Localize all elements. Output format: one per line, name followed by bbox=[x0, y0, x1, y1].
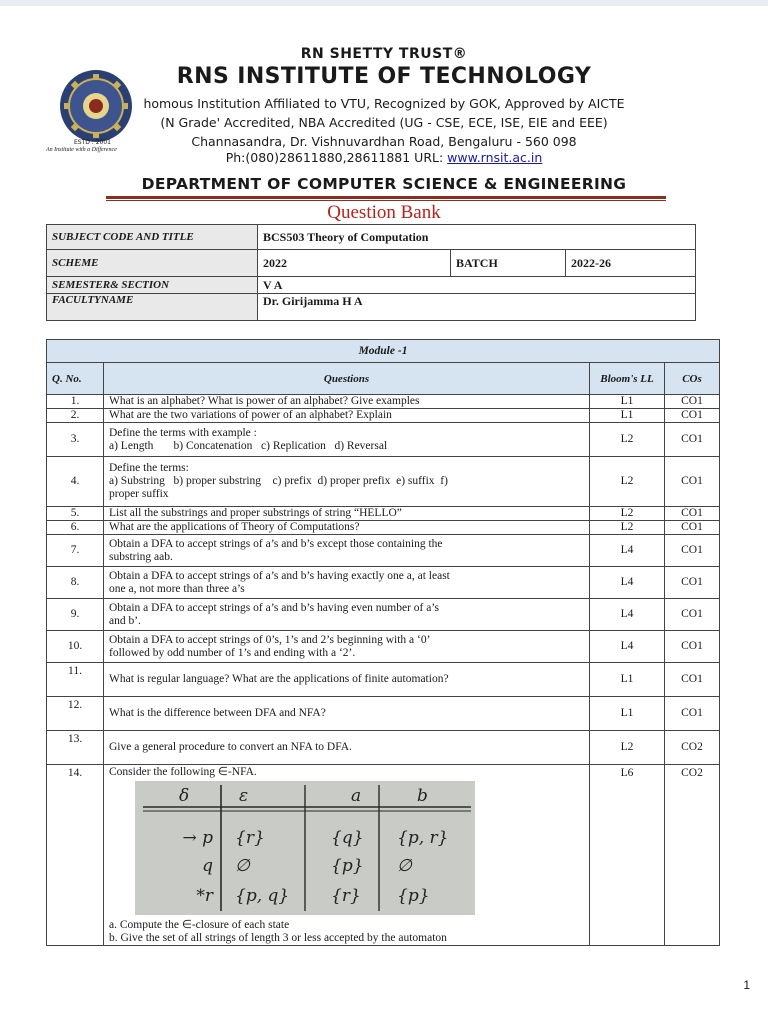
motto-text: An Institute with a Difference bbox=[46, 147, 117, 153]
table-row bbox=[47, 663, 720, 697]
bloom-level: L2 bbox=[590, 731, 665, 765]
nfa-cell: *r bbox=[196, 886, 213, 906]
course-outcome: CO1 bbox=[665, 423, 720, 457]
question-text bbox=[104, 631, 590, 663]
bloom-level: L6 bbox=[590, 765, 665, 946]
institute-logo-icon bbox=[58, 68, 134, 144]
question-line: b. Give the set of all strings of length 3 or less accepted by the automaton bbox=[109, 932, 447, 944]
course-outcome: CO1 bbox=[665, 535, 720, 567]
question-number: 11. bbox=[47, 663, 104, 697]
bloom-level: L2 bbox=[590, 521, 665, 535]
semester-value: V A bbox=[258, 277, 696, 294]
question-text: What is an alphabet? What is power of an alphabet? Give examples bbox=[104, 395, 590, 409]
faculty-value: Dr. Girijamma H A bbox=[258, 294, 696, 321]
divider-thick bbox=[106, 196, 666, 199]
nfa-cell: {q} bbox=[331, 828, 364, 848]
phone-text: Ph:(080)28611880,28611881 URL: bbox=[225, 150, 448, 165]
table-row bbox=[47, 507, 720, 521]
question-number: 13. bbox=[47, 731, 104, 765]
nfa-cell: q bbox=[202, 856, 213, 876]
table-row bbox=[47, 765, 720, 946]
department-title: DEPARTMENT OF COMPUTER SCIENCE & ENGINEERING bbox=[141, 175, 627, 193]
question-line: a. Compute the ∈-closure of each state bbox=[109, 919, 290, 931]
course-outcome: CO1 bbox=[665, 697, 720, 731]
question-line: a) Length b) Concatenation c) Replication d) Reversal bbox=[109, 439, 388, 452]
module-question-table bbox=[46, 339, 720, 946]
course-outcome: CO2 bbox=[665, 731, 720, 765]
course-outcome: CO1 bbox=[665, 409, 720, 423]
website-link[interactable]: www.rnsit.ac.in bbox=[447, 150, 543, 165]
question-text: What are the two variations of power of an alphabet? Explain bbox=[104, 409, 590, 423]
bloom-level: L2 bbox=[590, 507, 665, 521]
question-line: substring aab. bbox=[109, 550, 173, 563]
bloom-level: L4 bbox=[590, 567, 665, 599]
course-outcome: CO1 bbox=[665, 631, 720, 663]
table-row bbox=[47, 697, 720, 731]
institute-name: RNS INSTITUTE OF TECHNOLOGY bbox=[176, 64, 592, 89]
batch-value: 2022-26 bbox=[566, 250, 696, 277]
course-outcome: CO1 bbox=[665, 567, 720, 599]
course-outcome: CO1 bbox=[665, 457, 720, 507]
institute-affiliation: homous Institution Affiliated to VTU, Recognized by GOK, Approved by AICTE bbox=[143, 96, 625, 111]
question-line: and b’. bbox=[109, 614, 141, 627]
question-line: proper suffix bbox=[109, 488, 169, 500]
bloom-level: L4 bbox=[590, 599, 665, 631]
table-row bbox=[47, 599, 720, 631]
nfa-transition-table-image bbox=[135, 781, 475, 915]
bloom-level: L2 bbox=[590, 423, 665, 457]
nfa-cell: {p, q} bbox=[235, 886, 290, 906]
nfa-cell: ∅ bbox=[397, 856, 412, 876]
question-number: 9. bbox=[47, 599, 104, 631]
module-title: Module -1 bbox=[47, 340, 720, 363]
question-number: 3. bbox=[47, 423, 104, 457]
table-row bbox=[47, 395, 720, 409]
table-row bbox=[47, 457, 720, 507]
table-row bbox=[47, 731, 720, 765]
course-outcome: CO1 bbox=[665, 395, 720, 409]
table-row bbox=[47, 631, 720, 663]
document-title: Question Bank bbox=[327, 202, 441, 223]
nfa-cell: {r} bbox=[235, 828, 265, 848]
question-text bbox=[104, 535, 590, 567]
question-text: List all the substrings and proper substrings of string “HELLO” bbox=[104, 507, 590, 521]
nfa-cell: a bbox=[351, 786, 362, 806]
question-line: Obtain a DFA to accept strings of 0’s, 1’s and 2’s beginning with a ‘0’ bbox=[109, 633, 431, 646]
bloom-level: L2 bbox=[590, 457, 665, 507]
question-text bbox=[104, 457, 590, 507]
question-number: 12. bbox=[47, 697, 104, 731]
table-row bbox=[47, 521, 720, 535]
nfa-cell: → p bbox=[182, 828, 213, 848]
bloom-level: L4 bbox=[590, 535, 665, 567]
question-line: Obtain a DFA to accept strings of a’s and b’s having exactly one a, at least bbox=[109, 569, 450, 582]
question-text: Give a general procedure to convert an NFA to DFA. bbox=[104, 731, 590, 765]
question-line: a) Substring b) proper substring c) prefix d) proper prefix e) suffix f) bbox=[109, 475, 448, 487]
bloom-level: L1 bbox=[590, 409, 665, 423]
course-outcome: CO1 bbox=[665, 521, 720, 535]
question-line: Obtain a DFA to accept strings of a’s and b’s except those containing the bbox=[109, 537, 443, 550]
nfa-cell: {p} bbox=[397, 886, 430, 906]
nfa-cell: b bbox=[417, 786, 428, 806]
institute-address: Channasandra, Dr. Vishnuvardhan Road, Bengaluru - 560 098 bbox=[191, 134, 577, 149]
question-number: 6. bbox=[47, 521, 104, 535]
question-text: What is the difference between DFA and NFA? bbox=[104, 697, 590, 731]
question-text: What are the applications of Theory of Computations? bbox=[104, 521, 590, 535]
nfa-cell: δ bbox=[179, 786, 190, 806]
question-number: 14. bbox=[47, 765, 104, 946]
question-text bbox=[104, 567, 590, 599]
nfa-cell: ε bbox=[239, 786, 249, 806]
bloom-level: L1 bbox=[590, 663, 665, 697]
question-text: What is regular language? What are the applications of finite automation? bbox=[104, 663, 590, 697]
subject-value: BCS503 Theory of Computation bbox=[258, 225, 696, 250]
table-row bbox=[47, 423, 720, 457]
question-line: one a, not more than three a’s bbox=[109, 582, 245, 595]
question-text bbox=[104, 599, 590, 631]
question-number: 1. bbox=[47, 395, 104, 409]
table-row bbox=[47, 567, 720, 599]
question-text bbox=[104, 765, 590, 946]
divider-thin bbox=[106, 200, 666, 201]
estd-text: ESTD : 2001 bbox=[74, 139, 111, 146]
col-header-questions: Questions bbox=[104, 363, 590, 395]
question-number: 5. bbox=[47, 507, 104, 521]
institute-accreditation: (N Grade' Accredited, NBA Accredited (UG - CSE, ECE, ISE, EIE and EEE) bbox=[160, 115, 608, 130]
col-header-cos: COs bbox=[665, 363, 720, 395]
bloom-level: L1 bbox=[590, 697, 665, 731]
question-text bbox=[104, 423, 590, 457]
bloom-level: L1 bbox=[590, 395, 665, 409]
question-number: 8. bbox=[47, 567, 104, 599]
trust-name: RN SHETTY TRUST® bbox=[300, 46, 468, 62]
question-line: Define the terms with example : bbox=[109, 426, 257, 439]
nfa-cell: {p, r} bbox=[397, 828, 449, 848]
question-line: Consider the following ∈-NFA. bbox=[109, 766, 257, 778]
table-row bbox=[47, 409, 720, 423]
nfa-cell: ∅ bbox=[235, 856, 250, 876]
bloom-level: L4 bbox=[590, 631, 665, 663]
page-number: 1 bbox=[743, 978, 750, 992]
scheme-value: 2022 bbox=[258, 250, 451, 277]
batch-label: BATCH bbox=[451, 250, 566, 277]
subject-label: SUBJECT CODE AND TITLE bbox=[47, 225, 258, 250]
semester-label: SEMESTER& SECTION bbox=[47, 277, 258, 294]
course-outcome: CO2 bbox=[665, 765, 720, 946]
top-bar bbox=[0, 0, 768, 6]
nfa-cell: {p} bbox=[331, 856, 364, 876]
question-line: Obtain a DFA to accept strings of a’s and b’s having even number of a’s bbox=[109, 601, 440, 614]
question-line: Define the terms: bbox=[109, 462, 189, 474]
question-number: 2. bbox=[47, 409, 104, 423]
faculty-label: FACULTYNAME bbox=[47, 294, 258, 321]
course-outcome: CO1 bbox=[665, 599, 720, 631]
course-outcome: CO1 bbox=[665, 663, 720, 697]
course-outcome: CO1 bbox=[665, 507, 720, 521]
question-number: 4. bbox=[47, 457, 104, 507]
table-row bbox=[47, 535, 720, 567]
question-number: 10. bbox=[47, 631, 104, 663]
col-header-qno: Q. No. bbox=[47, 363, 104, 395]
course-info-table bbox=[46, 224, 696, 321]
col-header-bloom: Bloom's LL bbox=[590, 363, 665, 395]
nfa-cell: {r} bbox=[331, 886, 361, 906]
question-number: 7. bbox=[47, 535, 104, 567]
scheme-label: SCHEME bbox=[47, 250, 258, 277]
question-line: followed by odd number of 1’s and ending with a ‘2’. bbox=[109, 646, 356, 659]
